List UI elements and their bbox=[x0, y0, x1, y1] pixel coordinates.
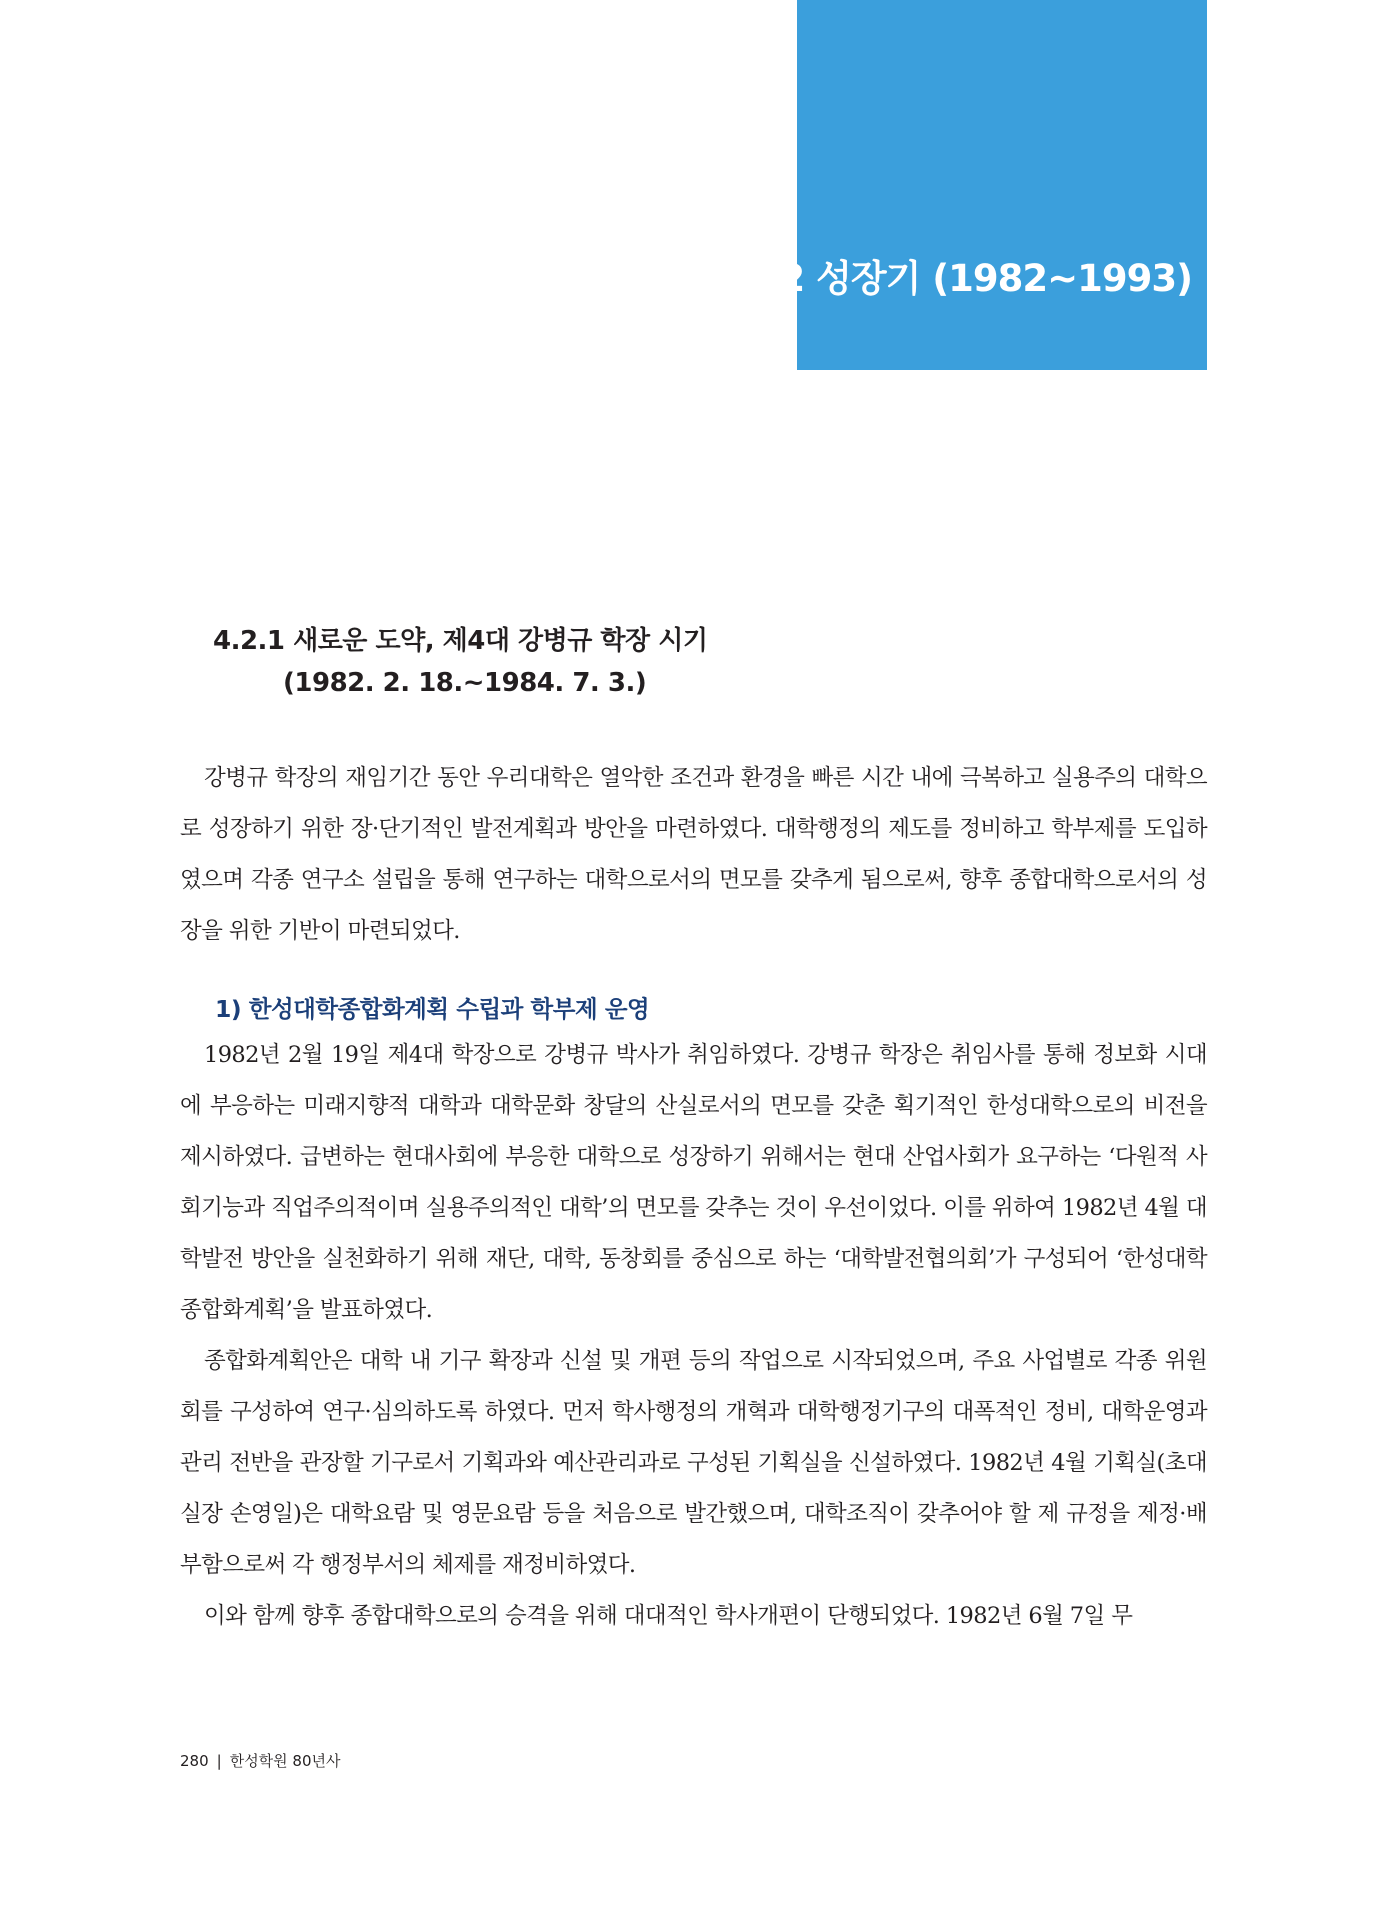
page-number: 280 bbox=[180, 1752, 209, 1770]
chapter-title: 4.2 성장기 (1982~1993) bbox=[741, 257, 1192, 300]
book-title: 한성학원 80년사 bbox=[229, 1752, 341, 1770]
body-paragraph-3: 이와 함께 향후 종합대학으로의 승격을 위해 대대적인 학사개편이 단행되었다. 1982년 6월 7일 무 bbox=[204, 1603, 1133, 1629]
intro-paragraph: 강병규 학장의 재임기간 동안 우리대학은 열악한 조건과 환경을 빠른 시간 내에 극복하고 실용주의 대학으로 성장하기 위한 장·단기적인 발전계획과 방안을 마련하였다. 대학행정의 제도를 정비하고 학부제를 도입하였으며 각종 연구소 설립을 통해 연구하는 대학으로서의 면모를 갖추게 됨으로써, 향후 종합대학으로서의 성장을 위한 기반이 마련되었다. bbox=[180, 765, 1207, 944]
chapter-banner bbox=[741, 0, 1207, 370]
section-heading-dates: (1982. 2. 18.~1984. 7. 3.) bbox=[283, 668, 647, 698]
subsection-title: 1) 한성대학종합화계획 수립과 학부제 운영 bbox=[215, 995, 650, 1023]
body-paragraph-2: 종합화계획안은 대학 내 기구 확장과 신설 및 개편 등의 작업으로 시작되었으며, 주요 사업별로 각종 위원회를 구성하여 연구·심의하도록 하였다. 먼저 학사행정의 개혁과 대학행정기구의 대폭적인 정비, 대학운영과 관리 전반을 관장할 기구로서 기획과와 예산관리과로 구성된 기획실을 신설하였다. 1982년 4월 기획실(초대실장 손영일)은 대학요람 및 영문요람 등을 처음으로 발간했으며, 대학조직이 갖추어야 할 제 규정을 제정·배부함으로써 각 행정부서의 체제를 재정비하였다. bbox=[180, 1348, 1207, 1578]
footer-separator: | bbox=[216, 1752, 222, 1770]
page-footer bbox=[180, 1750, 341, 1771]
section-heading bbox=[213, 620, 707, 704]
section-heading-title: 4.2.1 새로운 도약, 제4대 강병규 학장 시기 bbox=[213, 626, 708, 656]
body-paragraph-1: 1982년 2월 19일 제4대 학장으로 강병규 박사가 취임하였다. 강병규 학장은 취임사를 통해 정보화 시대에 부응하는 미래지향적 대학과 대학문화 창달의 산실로서의 면모를 갖춘 획기적인 한성대학으로의 비전을 제시하였다. 급변하는 현대사회에 부응한 대학으로 성장하기 위해서는 현대 산업사회가 요구하는 ‘다원적 사회기능과 직업주의적이며 실용주의적인 대학’의 면모를 갖추는 것이 우선이었다. 이를 위하여 1982년 4월 대학발전 방안을 실천화하기 위해 재단, 대학, 동창회를 중심으로 하는 ‘대학발전협의회’가 구성되어 ‘한성대학종합화계획’을 발표하였다. bbox=[180, 1042, 1207, 1323]
